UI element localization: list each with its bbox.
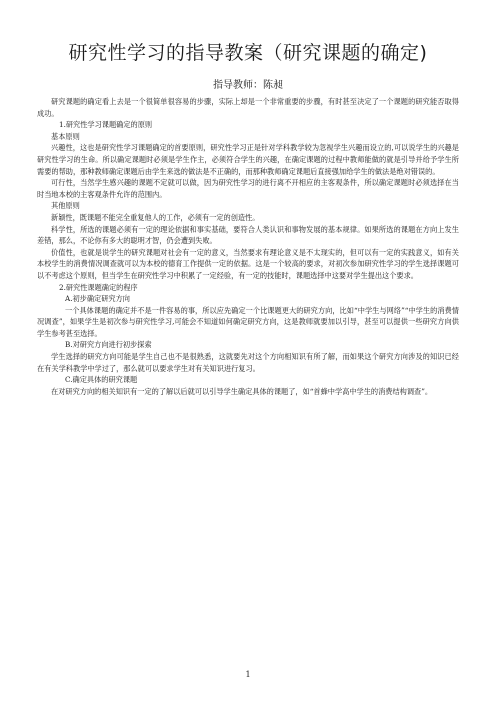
subsection-heading: 其他原则 (51, 201, 80, 211)
paragraph: 兴趣性，这也是研究性学习课题确定的首要原则，研究性学习正是针对学科教学较为忽视学生兴趣而设立的,可以说学生的兴趣是研究性学习的生命。所以确定课题时必须是学生作主，必须符合学生的兴趣，在确定课题的过程中教师能做的就是引导并给予学生所需要的帮助，那种教师确定课题后由学生来选的做法是不正确的，而那种教师确定课题后直接强加给学生的做法是绝对错误的。 (37, 143, 459, 176)
page-title: 研究性学习的指导教案（研究课题的确定) (68, 42, 428, 64)
paragraph: 可行性，当然学生感兴趣的课题不定就可以做，因为研究性学习的进行离不开相应的主客观条件，所以确定课题时必须选择在当时当地本校的主客观条件允许的范围内。 (37, 178, 459, 199)
step-heading: C.确定具体的研究课题 (65, 375, 138, 385)
step-heading: A.初步确定研究方向 (65, 294, 130, 304)
paragraph: 一个具体课题的确定并不是一件容易的事，所以应先确定一个比课题更大的研究方向，比如“中学生与网络”“中学生的消费情况调查”，如果学生是初次参与研究性学习,可能会不知道如何确定研究方向，这是教师就要加以引导，甚至可以提供一些研究方向供学生参考甚至选择。 (37, 305, 459, 338)
paragraph: 在对研究方向的相关知识有一定的了解以后就可以引导学生确定具体的课题了，如“首蜂中学高中学生的消费结构调查”。 (51, 386, 433, 396)
paragraph: 新颖性，既课题不能完全重复他人的工作，必须有一定的创造性。 (51, 212, 260, 222)
paragraph: 科学性，所选的课题必须有一定的理论依据和事实基础，要符合人类认识和事物发展的基本规律。如果所选的课题在方向上发生差错，那么，不论你有多大的聪明才智，仍会遭到失败。 (37, 224, 459, 246)
teacher-line: 指导教师：陈昶 (213, 80, 283, 91)
paragraph: 研究课题的确定看上去是一个很简单很容易的步骤，实际上却是一个非常重要的步骤，有时甚至决定了一个课题的研究能否取得成功。 (37, 97, 459, 118)
section-heading: 1.研究性学习课题确定的原则 (59, 120, 153, 130)
subsection-heading: 基本原则 (51, 131, 80, 141)
paragraph: 价值性，也就是说学生的研究课题对社会有一定的意义，当然要求有理论意义是不太现实的，但可以有一定的实践意义，如有关本校学生的消费情况调查就可以为本校的德育工作提供一定的依据。这是一个较高的要求，对初次参加研究性学习的学生选择课题可以不考虑这个原则，但当学生在研究性学习中积累了一定经验，有一定的技能时，课题选择中这要对学生提出这个要求。 (37, 247, 459, 280)
step-heading: B.对研究方向进行初步探索 (65, 340, 152, 350)
page-number: 1 (245, 670, 251, 679)
document-body (37, 96, 459, 397)
paragraph: 学生选择的研究方向可能是学生自己也不是很熟悉，这就要先对这个方向相知识有所了解，而如果这个研究方向涉及的知识已经在有关学科教学中学过了，那么就可以要求学生对有关知识进行复习。 (37, 352, 459, 373)
section-heading: 2.研究性课题确定的程序 (59, 282, 138, 292)
